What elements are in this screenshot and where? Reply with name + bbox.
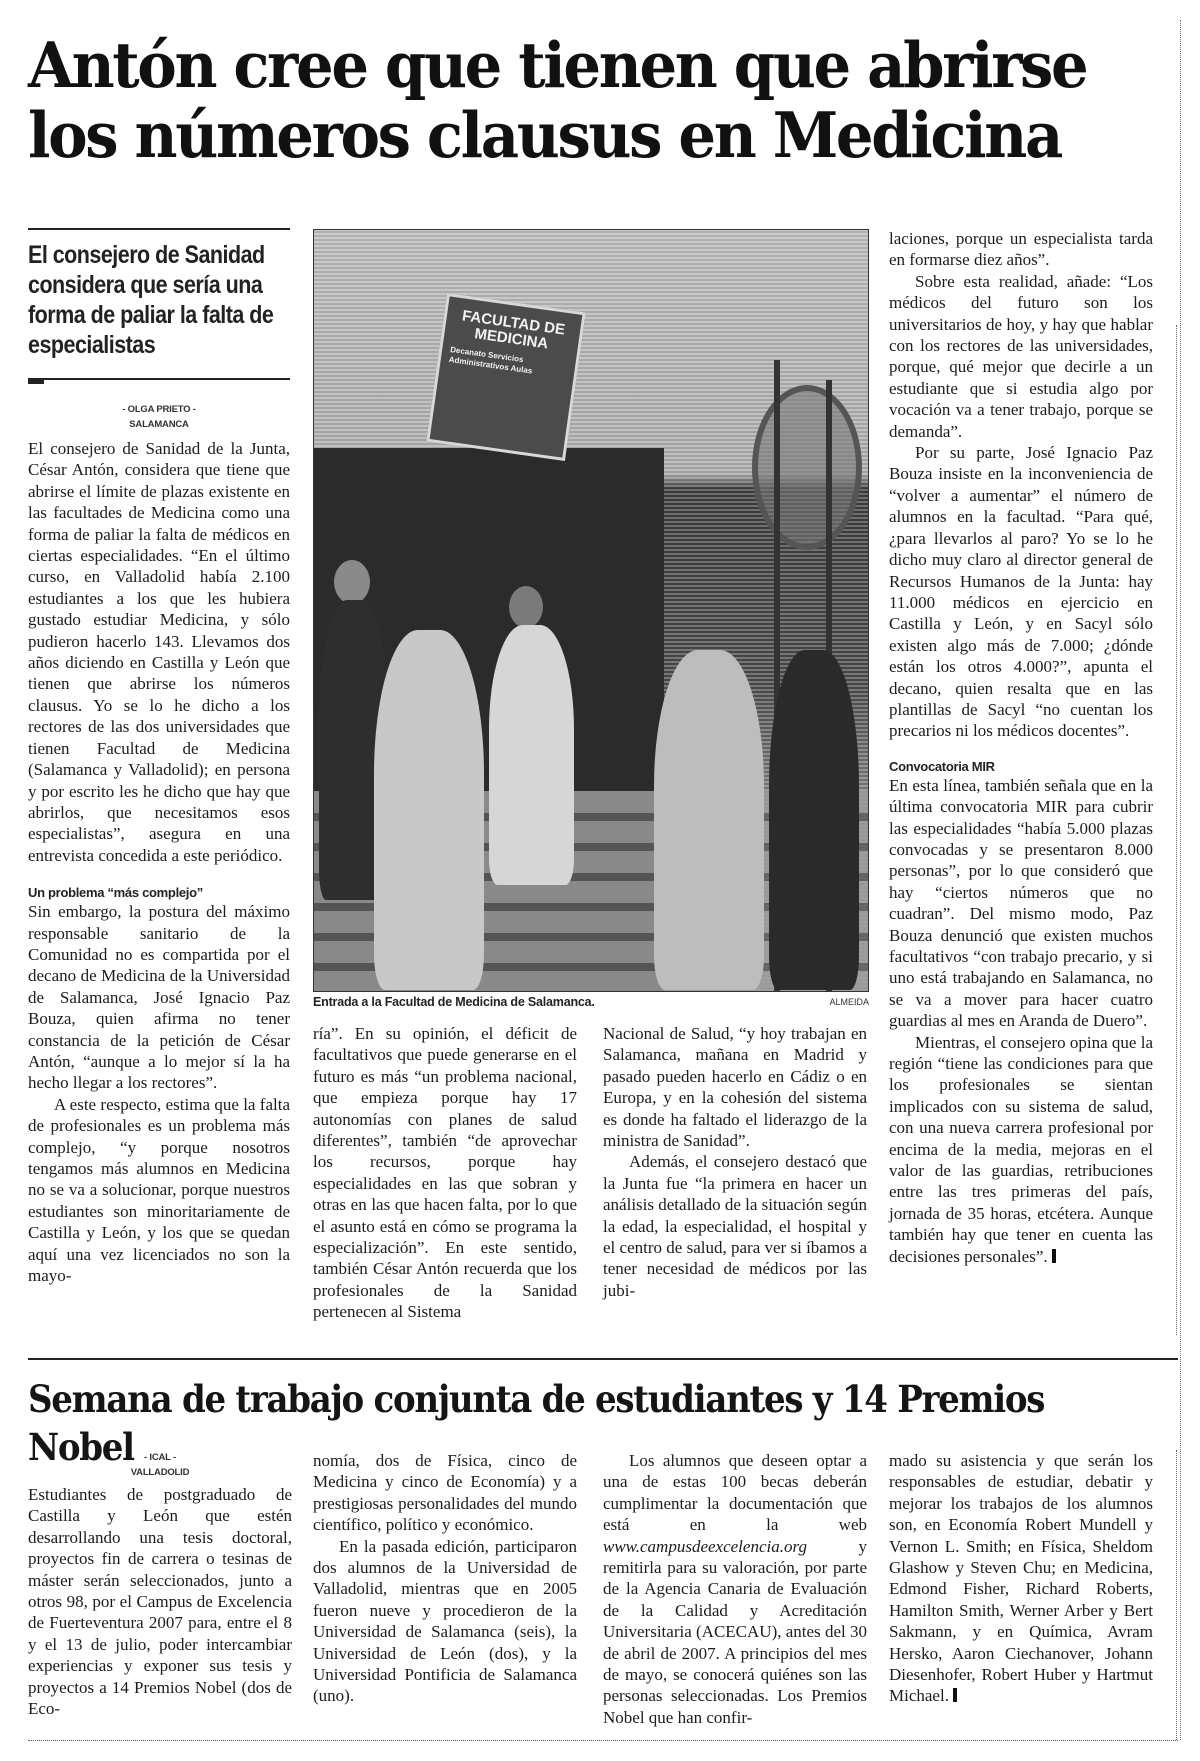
photo-caption-row [313, 995, 869, 1013]
paragraph [889, 1032, 1153, 1267]
photo-person-center [489, 625, 574, 885]
section-heading: Convocatoria MIR [889, 758, 995, 774]
photo-person-backpack [654, 650, 764, 990]
headline-line-1: Antón cree que tienen que abrirse [28, 28, 1087, 102]
paragraph [603, 1450, 867, 1728]
photo-traffic-sign [752, 385, 862, 550]
article-column-3 [603, 1023, 867, 1301]
photo-sign [426, 293, 586, 461]
paragraph: Por su parte, José Ignacio Paz Bouza insiste en la inconveniencia de “volver a aumentar” el número de alumnos en la facultad. “Para qué, ¿para llevarlos al paro? Yo se lo he dicho muy claro al director general de Recursos Humanos de la Junta: hay 11.000 médicos en ejercicio en Castilla y León, y en Sacyl sólo existen algo más de 7.000; ¿dónde están los otros 4.000?”, apunta el decano, quien resalta que en las plantillas de Sacyl “no cuentan los precarios ni los médicos docentes”. [889, 443, 1153, 741]
paragraph: Sobre esta realidad, añade: “Los médicos del futuro son los universitarios de hoy, y hay que hablar con los rectores de las universidades, porque, qué mejor que decirle a un estudiante que si estudia algo por vocación va a tener trabajo, porque se demanda”. [889, 271, 1153, 441]
paragraph-text: y remitirla para su valoración, por parte de la Agencia Canaria de Evaluación de la Calidad y Acreditación Universitaria (ACECAU), antes del 30 de abril de 2007. A principios del mes de mayo, se conocerá quiénes son las personas seleccionadas. Los Premios Nobel que han confir- [603, 1536, 867, 1727]
paragraph: En esta línea, también señala que en la última convocatoria MIR para cubrir las especialidades “había 5.000 plazas convocadas y se presentaron 8.000 personas”, por lo que consideró que hay “ciertos números que no cuadran”. Del mismo modo, Paz Bouza denunció que existen muchos facultativos “con trabajo precario, y si uno está trabajando en Salamanca, no se va a mover para hacer cuatro guardias al mes en Aranda de Duero”. [889, 775, 1153, 1031]
article-2-column-1 [28, 1450, 292, 1719]
paragraph: nomía, dos de Física, cinco de Medicina y cinco de Economía) y a prestigiosas personalidades del mundo científico, político y económico. [313, 1451, 577, 1535]
paragraph [889, 1450, 1153, 1707]
end-of-article-mark [953, 1688, 957, 1702]
paragraph: Estudiantes de postgraduado de Castilla y León que estén desarrollando una tesis doctoral, proyectos fin de carrera o tesinas de máster serán seleccionados, junto a otros 98, por el Campus de Excelencia de Fuerteventura 2007 para, entre el 8 y el 13 de julio, poder intercambiar experiencias y exponer sus tesis y proyectos a 14 Premios Nobel (dos de Eco- [28, 1485, 292, 1719]
column-rule [1176, 325, 1177, 1335]
end-of-article-mark [1052, 1249, 1056, 1263]
article-2-column-3 [603, 1450, 867, 1728]
article-headline [28, 30, 1109, 170]
paragraph: A este respecto, estima que la falta de profesionales es un problema más complejo, “y porque nosotros tengamos más alumnos en Medicina no se va a solucionar, porque nuestros estudiantes son minoritariamente de Castilla y León, y los que se quedan aquí una vez licenciados no son la mayo- [28, 1094, 290, 1286]
headline-line-2: los números clausus en Medicina [28, 98, 1062, 172]
paragraph: El consejero de Sanidad de la Junta, César Antón, considera que tiene que abrirse el límite de plazas existente en las facultades de Medicina como una forma de paliar la falta de médicos en ciertas especialidades. “En el último curso, en Valladolid había 2.100 estudiantes a los que les hubiera gustado estudiar Medicina, y sólo pudieron hacerlo 143. Llevamos dos años diciendo en Castilla y León que tienen que abrirse los números clausus. Yo se lo he dicho a los rectores de las dos universidades que tienen Facultad de Medicina (Salamanca y Valladolid); en persona y por escrito les he dicho que hay que abrirlos, que necesitamos esos especialistas”, asegura en una entrevista concedida a este periódico. [28, 439, 290, 865]
photo-person-backpack [374, 630, 484, 990]
subhead-bottom-rule [28, 378, 290, 380]
article-column-1 [28, 228, 290, 1286]
article-2-column-1-body [28, 1484, 292, 1719]
article-2-column-2 [313, 1450, 577, 1707]
photo-credit: ALMEIDA [829, 997, 869, 1007]
article-subhead: El consejero de Sanidad considera que sería una forma de paliar la falta de especialistas [28, 241, 274, 359]
photo-caption: Entrada a la Facultad de Medicina de Salamanca. [313, 995, 595, 1009]
paragraph-text: mado su asistencia y que serán los responsables de estudiar, debatir y mejorar los trabajos de los alumnos son, en Economía Robert Mundell y Vernon L. Smith; en Física, Sheldom Glashow y Steven Chu; en Medicina, Edmond Fisher, Richard Roberts, Hamilton Smith, Werner Arber y Bert Sakmann, y en Química, Avram Hersko, Aaron Ciechanover, Johann Diesenhofer, Robert Huber y Hartmut Michael. [889, 1451, 1153, 1706]
subhead-top-rule [28, 228, 290, 230]
article-column-2 [313, 1023, 577, 1323]
paragraph: Además, el consejero destacó que la Junta fue “la primera en hacer un análisis detallado de la situación según la edad, la especialidad, el hospital y el centro de salud, para ver si íbamos a tener necesidad de médicos por las jubi- [603, 1152, 867, 1300]
column-1-body [28, 438, 290, 1286]
article-column-4 [889, 228, 1153, 1267]
photo-sign-lines: Decanato Servicios Administrativos Aulas [448, 345, 533, 376]
article-2-headline: Semana de trabajo conjunta de estudiantes y 14 Premios Nobel [28, 1377, 1045, 1469]
paragraph: Nacional de Salud, “y hoy trabajan en Salamanca, mañana en Madrid y pasado pueden hacerlo en Cádiz o en Europa, y en la cohesión del sistema es donde ha faltado el liderazgo de la ministra de Sanidad”. [603, 1024, 867, 1151]
section-heading: Un problema “más complejo” [28, 885, 203, 901]
article-2-column-4 [889, 1450, 1153, 1707]
paragraph-text: Los alumnos que deseen optar a una de estas 100 becas deberán cumplimentar la documentación que está en la web [603, 1451, 867, 1535]
photo-person-dark-coat [769, 650, 859, 990]
photo-sign-title: FACULTAD DE MEDICINA [461, 307, 567, 353]
paragraph: laciones, porque un especialista tarda en formarse diez años”. [889, 229, 1153, 270]
byline-author: - ICAL - [144, 1452, 176, 1463]
page-bottom-rule [28, 1740, 1178, 1741]
news-photo-block [313, 229, 869, 1009]
photo-person-head [509, 586, 543, 628]
paragraph: En la pasada edición, participaron dos alumnos de la Universidad de Valladolid, mientras que en 2005 fueron nueve y procedieron de la Universidad de Salamanca (seis), la Universidad de León (dos), y la Universidad Pontificia de Salamanca (uno). [313, 1536, 577, 1706]
campus-website-link[interactable]: www.campusdeexcelencia.org [603, 1536, 807, 1556]
paragraph: Sin embargo, la postura del máximo responsable sanitario de la Comunidad no es compartida por el decano de Medicina de la Universidad de Salamanca, José Ignacio Paz Bouza, quien afirma no tener constancia de la petición de César Antón, “aunque a lo mejor sí la ha hecho llegar a los rectores”. [28, 902, 290, 1093]
section-divider [28, 1358, 1178, 1360]
byline-author: - OLGA PRIETO - [122, 404, 196, 415]
page-right-rule [1180, 20, 1181, 1740]
faculty-entrance-photo [313, 229, 869, 992]
paragraph: ría”. En su opinión, el déficit de facultativos que puede generarse en el futuro es más “un problema nacional, que empieza porque hay 17 autonomías con planes de salud diferentes”, también “de aprovechar los recursos, porque hay especialidades en las que sobran y otras en las que hacen falta, por lo que el asunto está en cómo se programa la especialización”. En este sentido, también César Antón recuerda que los profesionales de la Sanidad pertenecen al Sistema [313, 1024, 577, 1322]
paragraph-text: Mientras, el consejero opina que la región “tiene las condiciones para que los profesionales se sientan implicados con su sistema de salud, con una nueva carrera profesional por encima de la media, mejoras en el valor de las guardias, retribuciones entre las tres primeras del país, jornada de 35 horas, etcétera. Aunque también hay que tener en cuenta las decisiones personales”. [889, 1032, 1153, 1266]
byline-place: SALAMANCA [129, 419, 189, 430]
photo-person-head [334, 560, 370, 604]
byline-place: VALLADOLID [130, 1467, 190, 1478]
column-rule [1176, 1450, 1177, 1740]
